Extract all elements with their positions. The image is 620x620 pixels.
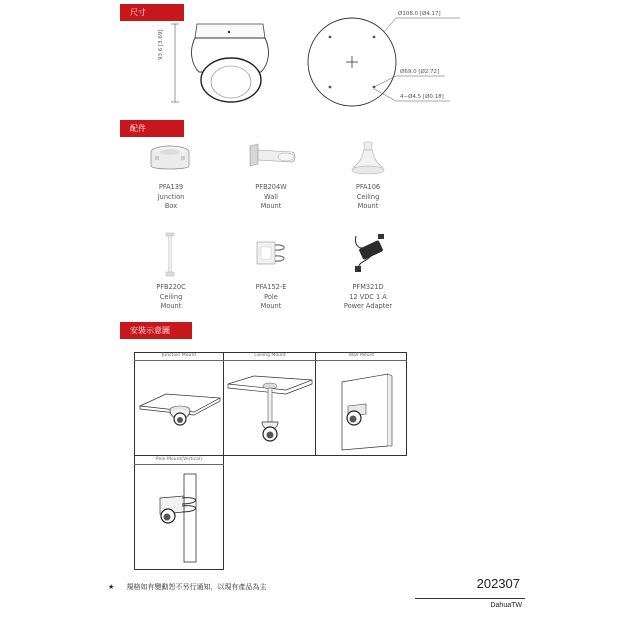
- outer-diameter-label: Ø108.0 [Ø4.17]: [398, 11, 441, 17]
- hole-circle-label: Ø69.0 [Ø2.72]: [400, 69, 440, 75]
- footer-divider: [415, 598, 525, 599]
- power-adapter-icon: [350, 232, 390, 274]
- footer-note: [108, 582, 267, 592]
- footer-note-text: 規格如有變動恕不另行通知，以現有產品為主: [126, 583, 267, 591]
- label-pole-mount: Pole Mount(Vertical): [155, 457, 203, 462]
- label-wall-mount: Wall Mount: [348, 353, 375, 358]
- wall-install-illustration: [318, 364, 406, 454]
- height-dimension-label: 93.6 [3.69]: [158, 29, 164, 60]
- brand-label: DahuaTW: [490, 602, 522, 609]
- accessory-pfa139-label: PFA139 Junction Box: [157, 183, 185, 210]
- document-code: 202307: [476, 576, 520, 591]
- wall-mount-icon: [246, 142, 298, 178]
- pole-install-illustration: [136, 468, 222, 566]
- pole-mount-icon: [251, 236, 293, 270]
- accessory-pfm321d-label: PFM321D 12 VDC 1 A Power Adapter: [343, 283, 393, 310]
- label-ceiling-mount: Ceiling Mount: [254, 353, 286, 358]
- holes-label: 4−Ø4.5 [Ø0.18]: [400, 94, 444, 100]
- star-icon: ★: [108, 583, 115, 591]
- junction-install-illustration: [136, 364, 222, 452]
- installation-grid: [134, 352, 407, 570]
- section-tag-accessories: 配件: [120, 120, 184, 137]
- camera-top-view: [300, 8, 470, 113]
- ceiling-install-illustration: [226, 362, 314, 454]
- accessory-pfb204w-label: PFB204W Wall Mount: [255, 183, 287, 210]
- accessory-pfa106-label: PFA106 Ceiling Mount: [355, 183, 381, 210]
- ceiling-pole-icon: [162, 232, 178, 278]
- camera-side-view: [165, 18, 285, 110]
- junction-box-icon: [147, 142, 193, 178]
- section-tag-installation: 安裝示意圖: [120, 322, 192, 339]
- section-tag-dimensions: 尺寸: [120, 4, 184, 21]
- accessory-pfb220c-label: PFB220C Ceiling Mount: [156, 283, 186, 310]
- label-junction-mount: Junction Mount: [161, 353, 197, 358]
- accessory-pfa152e-label: PFA152-E Pole Mount: [255, 283, 287, 310]
- ceiling-mount-icon: [350, 140, 386, 180]
